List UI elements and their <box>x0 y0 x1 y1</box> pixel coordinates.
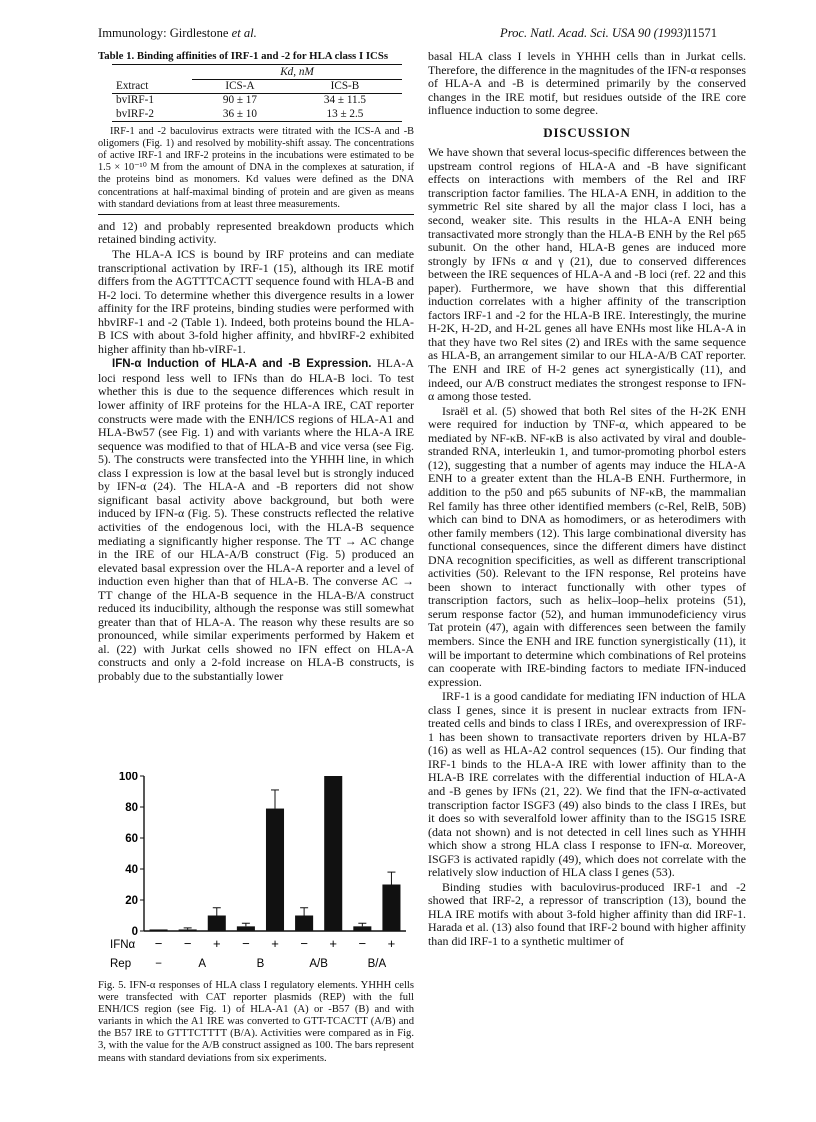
y-tick-label: 40 <box>125 864 138 876</box>
left-body-text <box>98 220 414 684</box>
ifn-sign: + <box>271 936 279 951</box>
bar <box>150 929 168 931</box>
y-tick-label: 100 <box>118 772 138 783</box>
left-column <box>98 50 414 685</box>
discussion-heading: DISCUSSION <box>543 124 631 140</box>
y-tick-label: 20 <box>125 895 138 907</box>
table-row <box>112 107 402 121</box>
table-1-col-ics-b: ICS-B <box>330 80 360 92</box>
y-tick-label: 0 <box>131 926 138 938</box>
rep-group-label: B/A <box>367 958 387 970</box>
running-head <box>98 26 257 41</box>
right-column <box>428 50 746 950</box>
ifn-sign: − <box>242 936 250 951</box>
ifn-sign: + <box>212 936 221 951</box>
bar <box>208 916 226 932</box>
rep-group-label: − <box>155 958 162 970</box>
table-1-grid <box>112 65 402 122</box>
table-1-col-ics-a: ICS-A <box>225 80 255 92</box>
bar <box>179 929 197 931</box>
table-cell: 34 ± 11.5 <box>323 94 366 107</box>
running-head-etal: et al. <box>231 26 257 40</box>
ifn-sign: − <box>154 936 163 951</box>
bar <box>266 809 284 931</box>
table-1-title: Table 1. Binding affinities of IRF-1 and -2 for HLA class I ICSs <box>98 50 389 62</box>
table-cell: bvIRF-2 <box>116 107 154 120</box>
ifn-sign: + <box>387 936 396 951</box>
ifn-sign: − <box>300 936 308 951</box>
rep-group-label: A/B <box>309 958 328 970</box>
bar <box>353 926 371 931</box>
y-tick-label: 80 <box>125 802 138 814</box>
table-cell: bvIRF-1 <box>116 94 154 107</box>
paragraph: Binding studies with baculovirus-produced IRF-1 and -2 showed that IRF-2, a repressor of transcription (13), bound the HLA IRE motifs with about 3-fold higher affinity than did IRF-1. Harada et al. (13) also found that IRF-2 bound with higher affinity than did IRF-1 to a synthetic multimer of <box>428 879 746 948</box>
ifn-sign: − <box>183 936 192 951</box>
table-cell: 90 ± 17 <box>222 94 257 107</box>
table-1-kd-header: Kd, nM <box>192 65 402 79</box>
ifn-label: IFNα <box>110 939 136 951</box>
figure-5-caption: Fig. 5. IFN-α responses of HLA class I regulatory elements. YHHH cells were transfected with CAT reporter plasmids (REP) with the full ENH/ICS region (see Fig. 1) of HLA-A1 (A) or -B57 (B) and with variants in which the A1 IRE was converted to GTT-TCACTT (A/B) and the B57 IRE to GTTTCTTTT (B/A). Activities were compared as in Fig. 3, with the value for the A/B construct assigned as 100. The bars represent means with standard deviations from six experiments. <box>98 980 414 1064</box>
paragraph: IRF-1 is a good candidate for mediating IFN induction of HLA class I genes, since it is present in nuclear extracts from IFN-treated cells and binds to class I IREs, and overexpression of IRF-1 has been shown to transactivate reporters driven by HLA-B7 (16) as well as HLA-A2 control sequences (15). Our finding that IRF-1 binds to the HLA-A IRE with lower affinity than to the HLA-B IRE correlates with the differential induction of HLA-A and -B genes by IFNs (21, 22). We find that the IFN-α-activated transcription factor ISGF3 (49) also binds to the class I IREs, but it does so with severalfold lower affinity than to the ISG15 ISRE (data not shown) and is not detected in cell lines such as YHHH which show a strong HLA class I response to IFN-α. Moreover, ISGF3 is activated rapidly (49), which does not correlate with the relatively slow induction of HLA class I genes (53). <box>428 689 746 880</box>
paragraph: basal HLA class I levels in YHHH cells than in Jurkat cells. Therefore, the difference in the magnitudes of the IFN-α responses of HLA-A and -B is determined primarily by the conserved changes in the IRE motif, but residues outside of the IRE core influence induction to some degree. <box>428 49 746 118</box>
paragraph: We have shown that several locus-specific differences between the upstream control regions of HLA-A and -B have significant effects on interactions with members of the Rel and IRF transcription factor families. The HLA-A ENH, in addition to the symmetric Rel site shared by all the major class I loci, has a second, weaker site. This results in the HLA-A ENH being transactivated more strongly than the HLA-B ENH by the Rel p65 subunit. On the other hand, HLA-B genes are induced more strongly by IFNs α and γ (21), due to conserved differences between the IRE sequences of HLA-A and -B loci (ref. 22 and this paper). Furthermore, we have shown that this differential induction correlates with a higher affinity of the transcription factors IRF-1 and -2 for the HLA-B IRE. Interestingly, the murine H-2K, H-2D, and H-2L genes all have ENHs most like HLA-A in that they have two Rel sites (2) and IREs with the same sequence as HLA-B, an arrangement similar to our HLA-A/B CAT reporter. The ENH and IRE of H-2 genes act synergistically (11), and indeed, our A/B construct mediates the strongest response to IFN-α among those tested. <box>428 145 746 404</box>
ifn-sign: − <box>358 936 367 951</box>
bar <box>237 926 255 931</box>
paragraph: Israël et al. (5) showed that both Rel sites of the H-2K ENH were required for induction by TNF-α, which appeared to be mediated by NF-κB. NF-κB is also activated by viral and double-stranded RNA, interleukin 1, and tumor-promoting phorbol esters (12), suggesting that a number of agents may induce the HLA-A ENH to a greater extent than the HLA-B ENH. Furthermore, in addition to the p50 and p65 subunits of NF-κB, the mammalian Rel family has three other identified members (c-Rel, RelB, 50B) which can bind to DNA as homodimers, or as heterodimers with other family members (12). This large combinational diversity has functional consequences, since the different dimers have distinct DNA recognition specificities, as well as different transcriptional activities (50). Relevant to the IFN response, Rel proteins have been shown to interact functionally with other types of transcription factors, such as helix–loop–helix proteins (51), serum response factor (52), and human immunodeficiency virus Tat protein (47), again with differences seen between the family members. Since the ENH and IRE function synergistically (11), it will be important to determine which combinations of Rel proteins can cooperate with IRE-binding factors to mediate IFN-induced expression. <box>428 403 746 689</box>
table-cell: 13 ± 2.5 <box>326 107 364 120</box>
journal-citation: Proc. Natl. Acad. Sci. USA 90 (1993) <box>500 26 688 40</box>
section-heading: IFN-α Induction of HLA-A and -B Expression. <box>112 358 372 371</box>
table-1-footnote: IRF-1 and -2 baculovirus extracts were titrated with the ICS-A and -B oligomers (Fig. 1) and resolved by mobility-shift assay. The concentrations of active IRF-1 and IRF-2 proteins in the incubations were estimated to be 1.5 × 10⁻¹⁰ M from the amount of DNA in the complexes at saturation, if the proteins bind as monomers. Kd values were defined as the DNA concentrations at half-maximal binding of protein and are given as means with standard deviations from at least three measurements. <box>98 125 414 210</box>
bar <box>382 885 400 932</box>
paragraph: The HLA-A ICS is bound by IRF proteins and can mediate transcriptional activation by IRF-1 (15), although its IRE motif differs from the AGTTTCACTT sequence found with HLA-B and H-2 loci. To determine whether this divergence results in a lower affinity for the IRF proteins, binding studies were performed with hbvIRF-1 and -2 (Table 1). Indeed, both proteins bound the HLA-B ICS with about 3-fold higher affinity, and hbvIRF-2 exhibited higher affinity than hb-vIRF-1. <box>98 247 414 356</box>
figure-5-chart <box>98 772 418 977</box>
paragraph <box>98 357 414 683</box>
paragraph: and 12) and probably represented breakdown products which retained binding activity. <box>98 218 414 247</box>
page-number: 11571 <box>686 26 718 40</box>
table-cell: 36 ± 10 <box>222 107 257 120</box>
running-head-section: Immunology: Girdlestone <box>98 26 229 40</box>
rep-group-label: B <box>256 958 265 970</box>
figure-5 <box>98 772 418 977</box>
ifn-sign: + <box>329 936 338 951</box>
table-1-col-extract: Extract <box>116 79 149 92</box>
y-tick-label: 60 <box>125 833 138 845</box>
table-row <box>112 93 402 107</box>
table-1 <box>98 50 414 215</box>
bar <box>295 916 313 932</box>
bar <box>324 776 342 931</box>
rep-label: Rep <box>110 958 132 970</box>
rep-group-label: A <box>198 958 207 970</box>
paragraph-body: HLA-A loci respond less well to IFNs than do HLA-B loci. To test whether this is due to the sequence differences which result in lower affinity of IRF proteins for the HLA-A IRE, CAT reporter constructs were made with the ENH/ICS regions of HLA-A1 and HLA-Bw57 (see Fig. 1) and with variants where the HLA-A IRE sequence was modified to that of HLA-B and vice versa (see Fig. 5). The constructs were transfected into the YHHH line, in which class I expression is low at the basal level but is strongly induced by IFN-α (24). The HLA-A and -B reporters did not show significant basal activity above background, but both were induced by IFN-α (Fig. 5). These constructs reflected the relative activities of the endogenous loci, with the HLA-B sequence mediating a significantly higher response. The TT → AC change in the IRE of our HLA-A/B construct (Fig. 5) produced an elevated basal expression over the HLA-A reporter and a level of induction even higher than that of HLA-B. The converse AC → TT change of the HLA-B sequence in the HLA-B/A construct reduced its inducibility, although the response was still somewhat greater than that of HLA-A. The reason why these results are so pronounced, while similar experiments performed by Hakem et al. (22) with Jurkat cells showed no IFN effect on HLA-A constructs and only a 2-fold increase on HLA-B constructs, is probably due to the substantially lower <box>98 356 414 683</box>
